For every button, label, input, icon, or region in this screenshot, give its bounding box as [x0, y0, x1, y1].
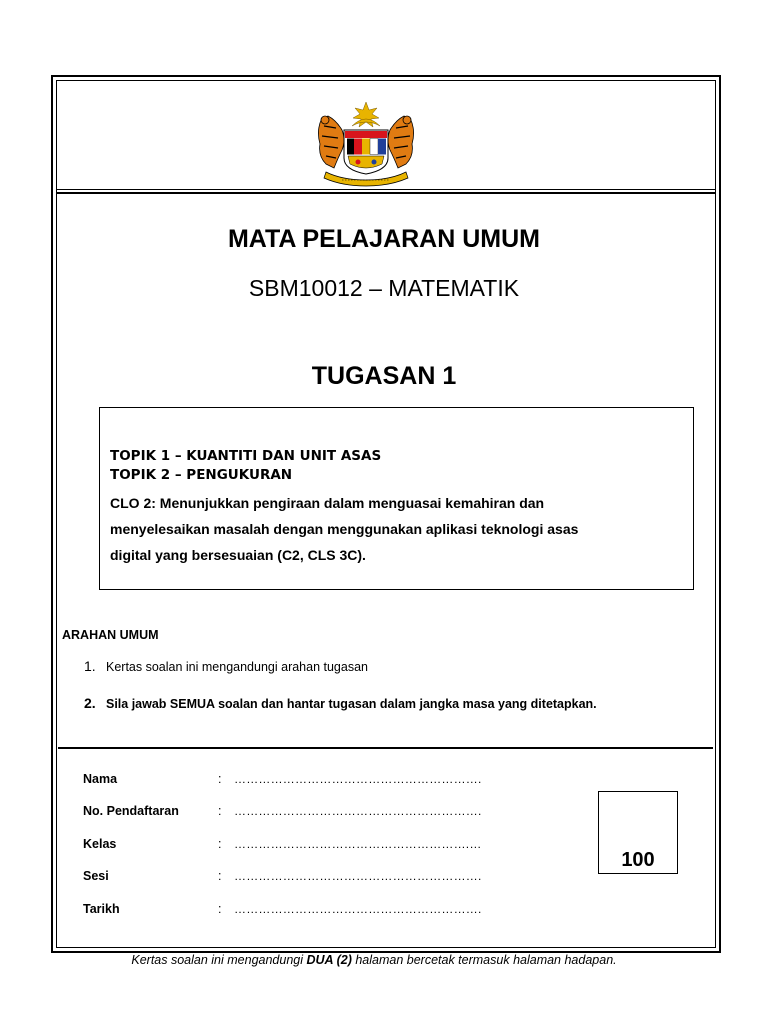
field-label-sesi: Sesi: [83, 869, 109, 883]
footer-note: [0, 953, 748, 967]
instructions-heading: ARAHAN UMUM: [62, 628, 159, 642]
field-colon: :: [218, 902, 222, 916]
assignment-title: TUGASAN 1: [311, 362, 457, 390]
instruction-text: Kertas soalan ini mengandungi arahan tugasan: [106, 660, 368, 674]
header-rule-thin: [57, 189, 715, 190]
field-colon: :: [218, 837, 222, 851]
topic-2: TOPIK 2 – PENGUKURAN: [110, 467, 293, 483]
clo-statement: [110, 490, 685, 568]
field-input-nama[interactable]: …………………………………………………….: [234, 772, 482, 786]
clo-line-3: digital yang bersesuaian (C2, CLS 3C).: [110, 547, 366, 563]
instruction-item-2: [84, 695, 597, 711]
field-colon: :: [218, 804, 222, 818]
field-input-no-pendaftaran[interactable]: …………………………………………………….: [234, 804, 482, 818]
footer-text-after: halaman bercetak termasuk halaman hadapan.: [351, 953, 617, 967]
course-code: SBM10012 – MATEMATIK: [248, 275, 520, 301]
course-title: MATA PELAJARAN UMUM: [227, 225, 540, 253]
header-rule-thick: [57, 192, 715, 194]
field-input-tarikh[interactable]: …………………………………………………….: [234, 902, 482, 916]
instruction-item-1: [84, 658, 368, 674]
field-input-kelas[interactable]: ………………………………………………….…: [234, 837, 482, 851]
field-colon: :: [218, 869, 222, 883]
instruction-number: 1.: [84, 658, 96, 674]
clo-line-2: menyelesaikan masalah dengan menggunakan aplikasi teknologi asas: [110, 521, 579, 537]
field-label-nama: Nama: [83, 772, 118, 786]
field-colon: :: [218, 772, 222, 786]
field-label-no-pendaftaran: No. Pendaftaran: [83, 804, 179, 818]
instruction-text: Sila jawab SEMUA soalan dan hantar tugasan dalam jangka masa yang ditetapkan.: [106, 697, 597, 711]
field-label-kelas: Kelas: [83, 837, 117, 851]
field-label-tarikh: Tarikh: [83, 902, 120, 916]
field-input-sesi[interactable]: …………………………………………………….: [234, 869, 482, 883]
topic-1: TOPIK 1 – KUANTITI DAN UNIT ASAS: [110, 448, 382, 464]
section-divider: [58, 747, 713, 749]
footer-emphasis: DUA (2): [306, 953, 352, 967]
total-marks: 100: [621, 849, 655, 871]
malaysia-coat-of-arms-icon: [312, 100, 420, 188]
clo-line-1: CLO 2: Menunjukkan pengiraan dalam menguasai kemahiran dan: [110, 495, 545, 511]
footer-text-before: Kertas soalan ini mengandungi: [131, 953, 307, 967]
instruction-number: 2.: [84, 695, 96, 711]
